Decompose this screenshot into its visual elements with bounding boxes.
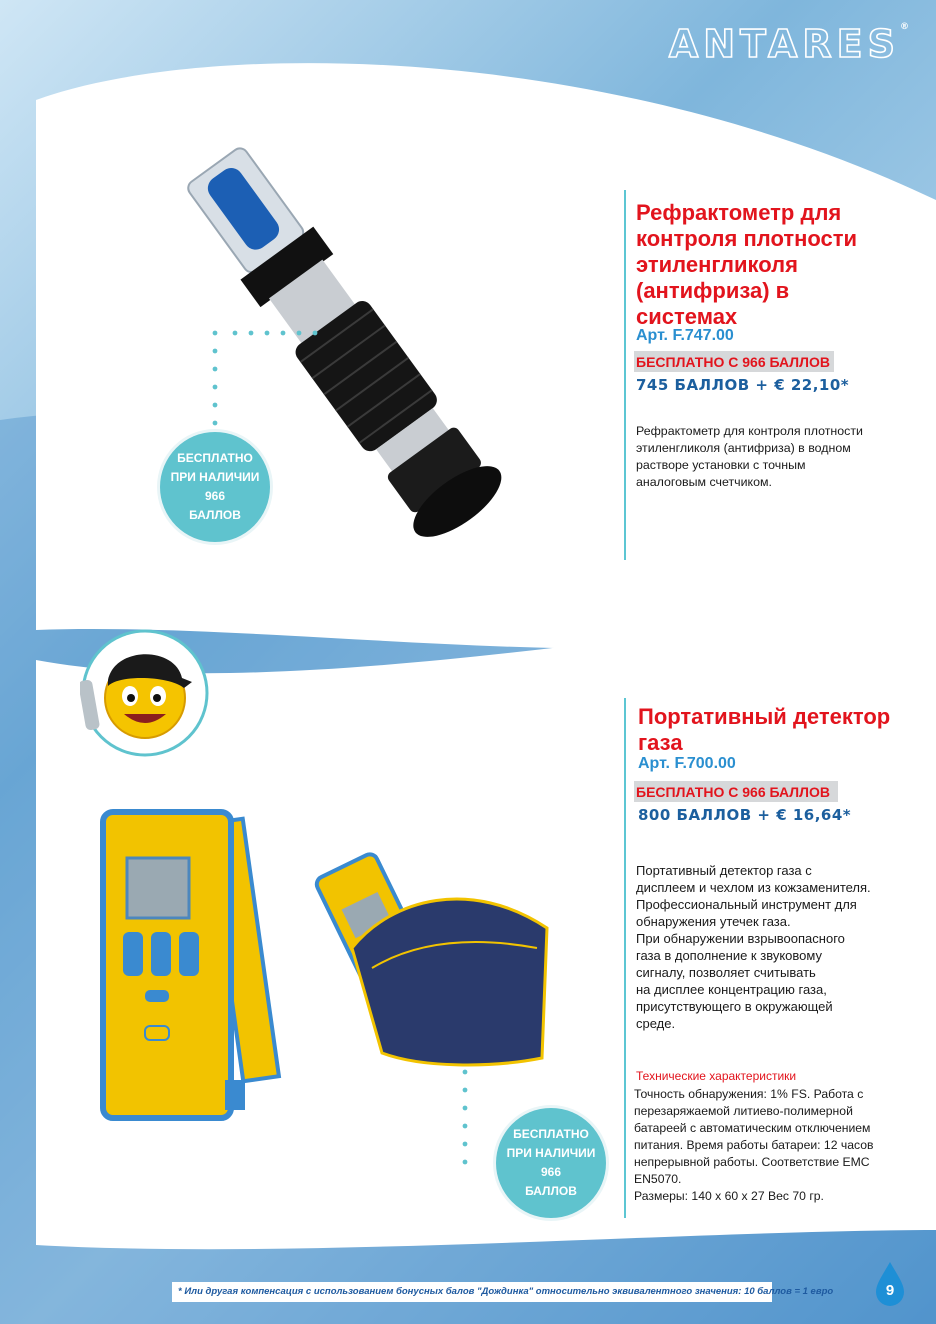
footnote: * Или другая компенсация с использованием бонусных балов "Дождинка" относительно эквивалентного значения: 10 баллов = 1 евро: [172, 1282, 772, 1302]
price-2: 800 БАЛЛОВ + € 16,64*: [638, 806, 852, 824]
free-badge-1: [160, 432, 270, 542]
badge-line: ПРИ НАЛИЧИИ: [506, 1146, 596, 1160]
badge-line: 966: [204, 489, 226, 503]
badge-line: БАЛЛОВ: [189, 508, 241, 522]
page-number: 9: [885, 1282, 895, 1299]
tech-specs-title: Технические характеристики: [636, 1069, 797, 1083]
connector-dots-1: [205, 325, 325, 435]
product-title-1: Рефрактометр для контроля плотности этиленгликоля (антифриза) в системах: [636, 200, 858, 329]
badge-line: 966: [540, 1165, 562, 1179]
free-label-2: БЕСПЛАТНО С 966 БАЛЛОВ: [634, 779, 838, 802]
badge-line: БЕСПЛАТНО: [177, 451, 253, 465]
price-1: 745 БАЛЛОВ + € 22,10*: [636, 376, 850, 394]
product-title-2: Портативный детектор газа: [638, 704, 891, 755]
product-art-1: Арт. F.747.00: [636, 327, 734, 344]
brand-logo: ANTARES®: [668, 22, 914, 66]
product-description-2: Портативный детектор газа с дисплеем и чехлом из кожзаменителя. Профессиональный инструмент для обнаружения утечек газа. При обнаружении взрывоопасного газа в дополнение к звуковому сигналу, позволяет считывать на дисплее концентрацию газа, присутствующего в окружающей среде.: [636, 863, 871, 1031]
free-badge-2: [496, 1108, 606, 1218]
mascot-smiley-icon: [80, 628, 210, 758]
badge-line: БЕСПЛАТНО: [513, 1127, 589, 1141]
product-art-2: Арт. F.700.00: [638, 755, 736, 772]
section-divider-2: [624, 698, 626, 1218]
tech-specs-text: Точность обнаружения: 1% FS. Работа с перезаряжаемой литиево-полимерной батареей с автоматическим отключением питания. Время работы батареи: 12 часов непрерывной работы. Соответствие EMC EN5070. Размеры: 140 x 60 x 27 Вес 70 гр.: [634, 1087, 874, 1203]
badge-line: БАЛЛОВ: [525, 1184, 577, 1198]
connector-dots-2: [455, 1064, 475, 1174]
product-description-1: Рефрактометр для контроля плотности этиленгликоля (антифриза) в водном растворе установки с точным аналоговым счетчиком.: [636, 424, 863, 489]
gas-detector-image: [95, 800, 295, 1140]
gas-detector-case-image: [312, 838, 562, 1078]
free-label-1: БЕСПЛАТНО С 966 БАЛЛОВ: [634, 349, 834, 372]
badge-line: ПРИ НАЛИЧИИ: [170, 470, 260, 484]
section-divider-1: [624, 190, 626, 560]
